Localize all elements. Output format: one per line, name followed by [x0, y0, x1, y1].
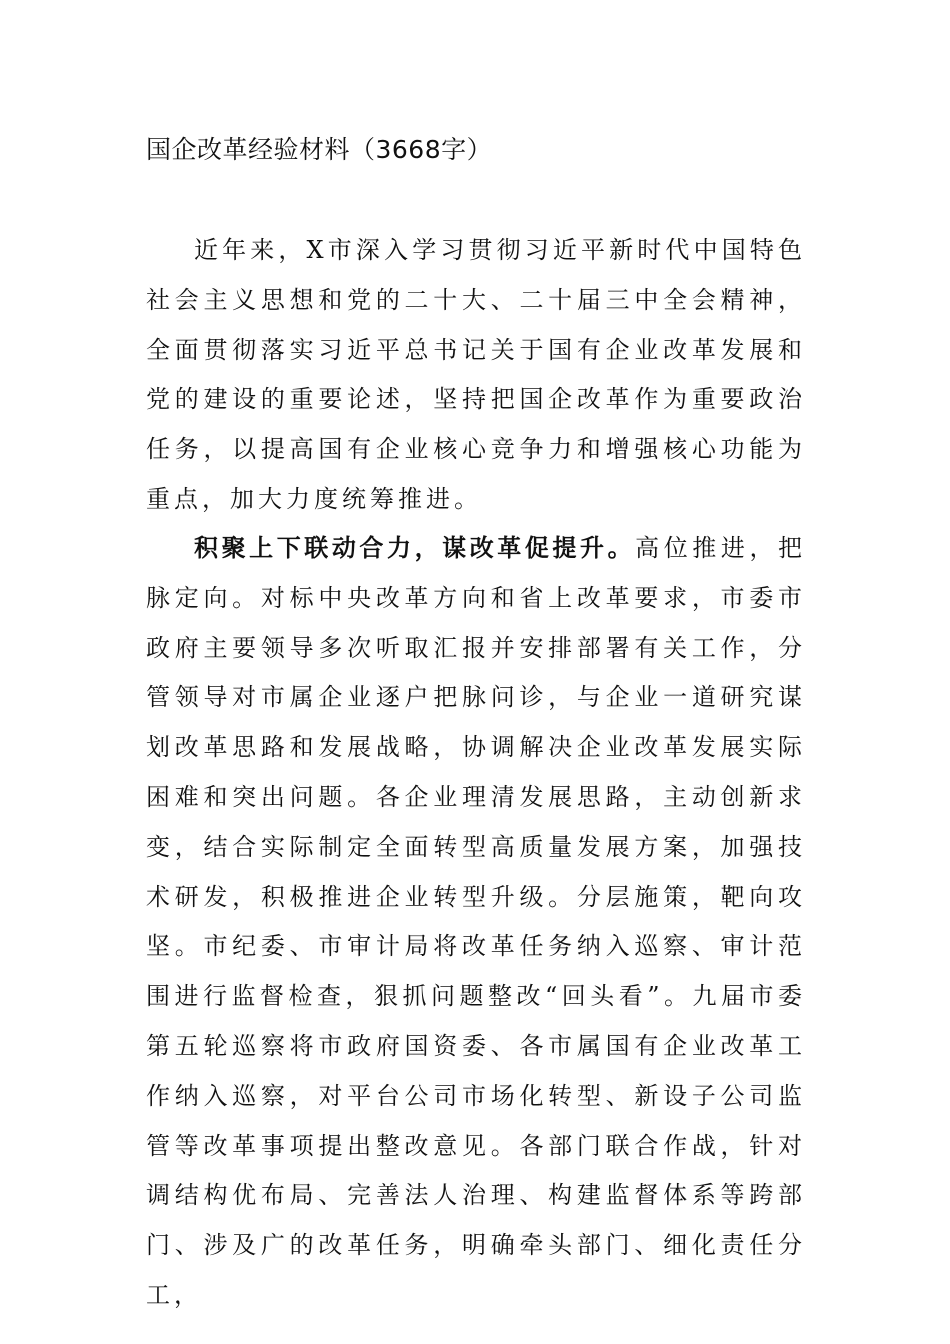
- document-title: 国企改革经验材料（3668字）: [146, 135, 493, 164]
- paragraph-2: [146, 524, 806, 1321]
- section-heading-lead: 积聚上下联动合力，谋改革促提升。: [194, 534, 636, 562]
- paragraph-section-1: [146, 524, 806, 1321]
- paragraph-1-text: 近年来，X市深入学习贯彻习近平新时代中国特色社会主义思想和党的二十大、二十届三中全会精神，全面贯彻落实习近平总书记关于国有企业改革发展和党的建设的重要论述，坚持把国企改革作为重要政治任务，以提高国有企业核心竞争力和增强核心功能为重点，加大力度统筹推进。: [146, 236, 806, 513]
- paragraph-2-text: 高位推进，把脉定向。对标中央改革方向和省上改革要求，市委市政府主要领导多次听取汇报并安排部署有关工作，分管领导对市属企业逐户把脉问诊，与企业一道研究谋划改革思路和发展战略，协调解决企业改革发展实际困难和突出问题。各企业理清发展思路，主动创新求变，结合实际制定全面转型高质量发展方案，加强技术研发，积极推进企业转型升级。分层施策，靶向攻坚。市纪委、市审计局将改革任务纳入巡察、审计范围进行监督检查，狠抓问题整改“回头看”。九届市委第五轮巡察将市政府国资委、各市属国有企业改革工作纳入巡察，对平台公司市场化转型、新设子公司监管等改革事项提出整改意见。各部门联合作战，针对调结构优布局、完善法人治理、构建监督体系等跨部门、涉及广的改革任务，明确牵头部门、细化责任分工，: [146, 534, 807, 1309]
- paragraph-intro: [146, 226, 806, 525]
